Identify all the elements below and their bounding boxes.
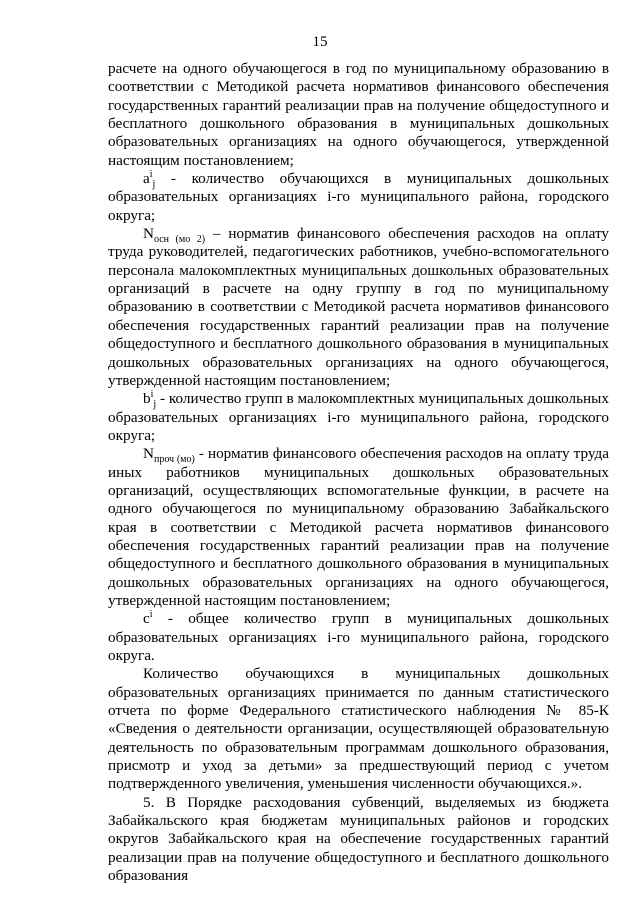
variable-n-main-subscript: осн (мо 2)	[153, 234, 206, 246]
paragraph-n-other-definition	[108, 445, 609, 610]
variable-b-symbol: b	[143, 390, 151, 408]
variable-n-main	[143, 225, 206, 246]
paragraph-item-5: 5. В Порядке расходования субвенций, выделяемых из бюджета Забайкальского края бюджетам муниципальных районов и городских округов Забайкальского края на обеспечение государственных гарантий реализации прав на получение общедоступного и бесплатного дошкольного образования	[108, 793, 609, 885]
variable-n-other-symbol: N	[143, 445, 154, 463]
variable-a-superscript: i	[149, 169, 153, 180]
variable-c	[143, 610, 153, 627]
paragraph-n-main-definition	[108, 225, 609, 390]
variable-a-text: - количество обучающихся в муниципальных дошкольных образовательных организациях i-го муниципального района, городского округа;	[108, 170, 609, 224]
variable-a-symbol: a	[143, 170, 150, 188]
variable-c-symbol: c	[143, 610, 150, 628]
paragraph-a-definition	[108, 170, 609, 225]
variable-a-subscript: j	[152, 179, 156, 191]
paragraph-student-count-source: Количество обучающихся в муниципальных дошкольных образовательных организациях принимается по данным статистического отчета по форме Федерального статистического наблюдения № 85-К «Сведения о деятельности организации, осуществляющей образовательную деятельность по образовательным программам дошкольного образования, присмотр и уход за детьми» за предшествующий период с учетом подтвержденного увеличения, уменьшения численности обучающихся.».	[108, 665, 609, 793]
page-number: 15	[312, 34, 328, 50]
document-body	[108, 60, 609, 885]
variable-b-text: - количество групп в малокомплектных муниципальных дошкольных образовательных организациях i-го муниципального района, городского округа;	[108, 390, 609, 444]
variable-n-main-symbol: N	[143, 225, 154, 243]
paragraph-methodology-continuation: расчете на одного обучающегося в год по муниципальному образованию в соответствии с Методикой расчета нормативов финансового обеспечения государственных гарантий реализации прав на получение общедоступного и бесплатного дошкольного образования в муниципальных дошкольных образовательных организациях на одного обучающегося, утвержденной настоящим постановлением;	[108, 60, 609, 169]
variable-n-other	[143, 445, 195, 466]
variable-b-superscript: i	[150, 389, 154, 401]
variable-n-other-subscript: проч (мо)	[153, 454, 195, 466]
variable-c-text: - общее количество групп в муниципальных дошкольных образовательных организациях i-го муниципального района, городского округа.	[108, 610, 609, 664]
variable-a	[143, 169, 156, 191]
paragraph-b-definition	[108, 390, 609, 445]
paragraph-c-definition	[108, 610, 609, 665]
variable-n-main-text: – норматив финансового обеспечения расходов на оплату труда руководителей, педагогических работников, учебно-вспомогательного персонала малокомплектных муниципальных дошкольных образовательных организаций в расчете на одну группу в год по муниципальному образованию в соответствии с Методикой расчета нормативов финансового обеспечения государственных гарантий реализации прав на получение общедоступного и бесплатного дошкольного образования в муниципальных дошкольных образовательных организациях на одного обучающегося, утвержденной настоящим постановлением;	[108, 225, 609, 389]
variable-c-superscript: i	[149, 609, 153, 621]
variable-n-other-text: - норматив финансового обеспечения расходов на оплату труда иных работников муниципальных дошкольных образовательных организаций, осуществляющих вспомогательные функции, в расчете на одного обучающегося по муниципальному образованию Забайкальского края в соответствии с Методикой расчета нормативов финансового обеспечения государственных гарантий реализации прав на получение общедоступного и бесплатного дошкольного образования в муниципальных дошкольных образовательных организациях на одного обучающегося, утвержденной настоящим постановлением;	[108, 445, 609, 609]
variable-b-subscript: j	[153, 399, 157, 411]
variable-b	[143, 389, 157, 411]
